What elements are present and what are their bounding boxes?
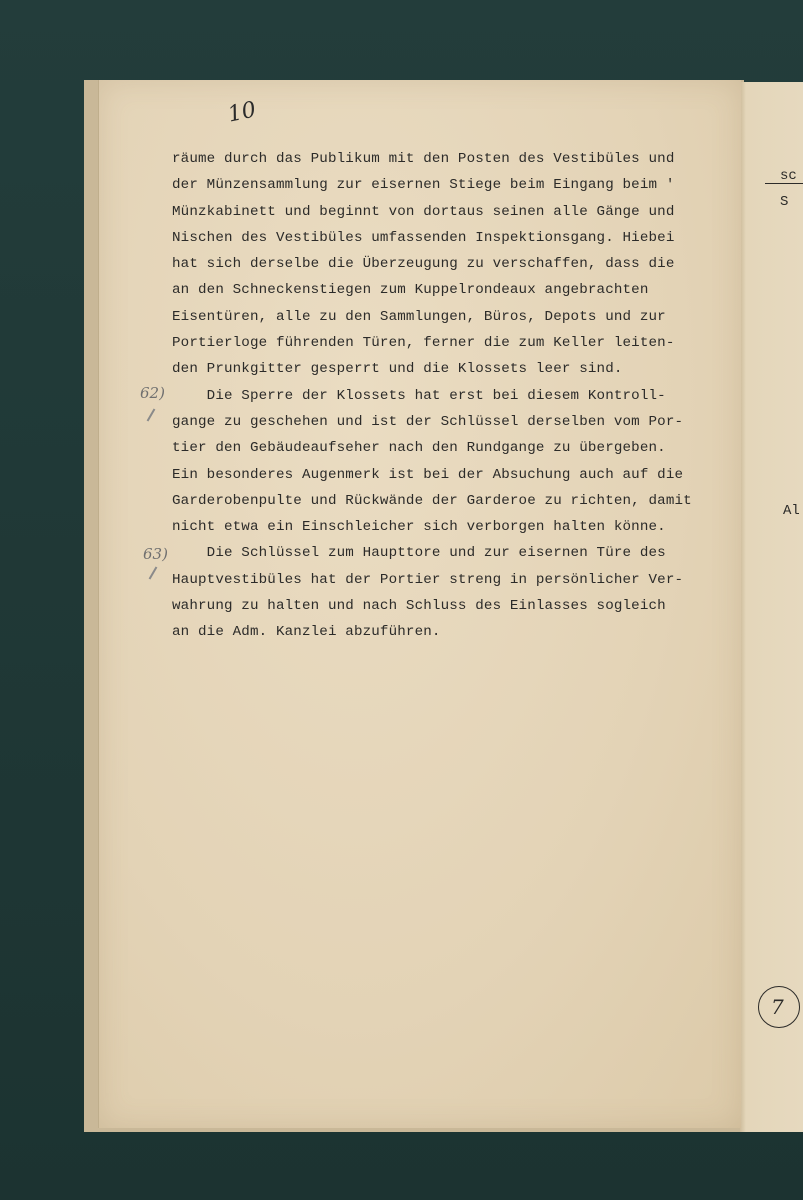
text-line: den Prunkgitter gesperrt und die Klossets leer sind. bbox=[172, 361, 623, 378]
text-line: Münzkabinett und beginnt von dortaus seinen alle Gänge und bbox=[172, 203, 675, 220]
text-line: an den Schneckenstiegen zum Kuppelrondeaux angebrachten bbox=[172, 282, 649, 299]
text-line: Ein besonderes Augenmerk ist bei der Absuchung auch auf die bbox=[172, 466, 684, 483]
text-line: hat sich derselbe die Überzeugung zu verschaffen, dass die bbox=[172, 256, 675, 273]
adjacent-page-fragment-top: sc bbox=[780, 168, 797, 184]
text-line: gange zu geschehen und ist der Schlüssel derselben vom Por- bbox=[172, 413, 684, 430]
text-line: an die Adm. Kanzlei abzuführen. bbox=[172, 624, 441, 641]
text-line: nicht etwa ein Einschleicher sich verborgen halten könne. bbox=[172, 519, 666, 536]
adjacent-page bbox=[740, 82, 803, 1132]
text-line: Portierloge führenden Türen, ferner die zum Keller leiten- bbox=[172, 335, 675, 352]
text-line: wahrung zu halten und nach Schluss des Einlasses sogleich bbox=[172, 598, 666, 615]
bleed-through-shadow bbox=[160, 630, 680, 960]
text-line: räume durch das Publikum mit den Posten des Vestibüles und bbox=[172, 151, 675, 167]
text-line: der Münzensammlung zur eisernen Stiege beim Eingang beim ' bbox=[172, 177, 675, 194]
adjacent-page-fragment-second: S bbox=[780, 194, 789, 210]
text-line: Nischen des Vestibüles umfassenden Inspektionsgang. Hiebei bbox=[172, 229, 675, 246]
margin-note-63: 63) bbox=[143, 545, 168, 563]
text-line: tier den Gebäudeaufseher nach den Rundgange zu übergeben. bbox=[172, 440, 666, 457]
typewritten-body bbox=[172, 146, 732, 646]
handwritten-page-number: 10 bbox=[225, 97, 259, 128]
text-line: Garderobenpulte und Rückwände der Garderoe zu richten, damit bbox=[172, 492, 692, 509]
text-line: Eisentüren, alle zu den Sammlungen, Büros, Depots und zur bbox=[172, 308, 666, 325]
text-line: Die Schlüssel zum Haupttore und zur eisernen Türe des bbox=[172, 545, 666, 562]
text-line: Hauptvestibüles hat der Portier streng in persönlicher Ver- bbox=[172, 571, 684, 588]
text-line: Die Sperre der Klossets hat erst bei diesem Kontroll- bbox=[172, 387, 666, 404]
margin-note-62: 62) bbox=[140, 384, 165, 402]
circled-page-mark bbox=[758, 986, 800, 1028]
adjacent-page-fragment-middle: Al bbox=[783, 503, 800, 519]
circled-page-mark-digit: 7 bbox=[771, 995, 784, 1019]
